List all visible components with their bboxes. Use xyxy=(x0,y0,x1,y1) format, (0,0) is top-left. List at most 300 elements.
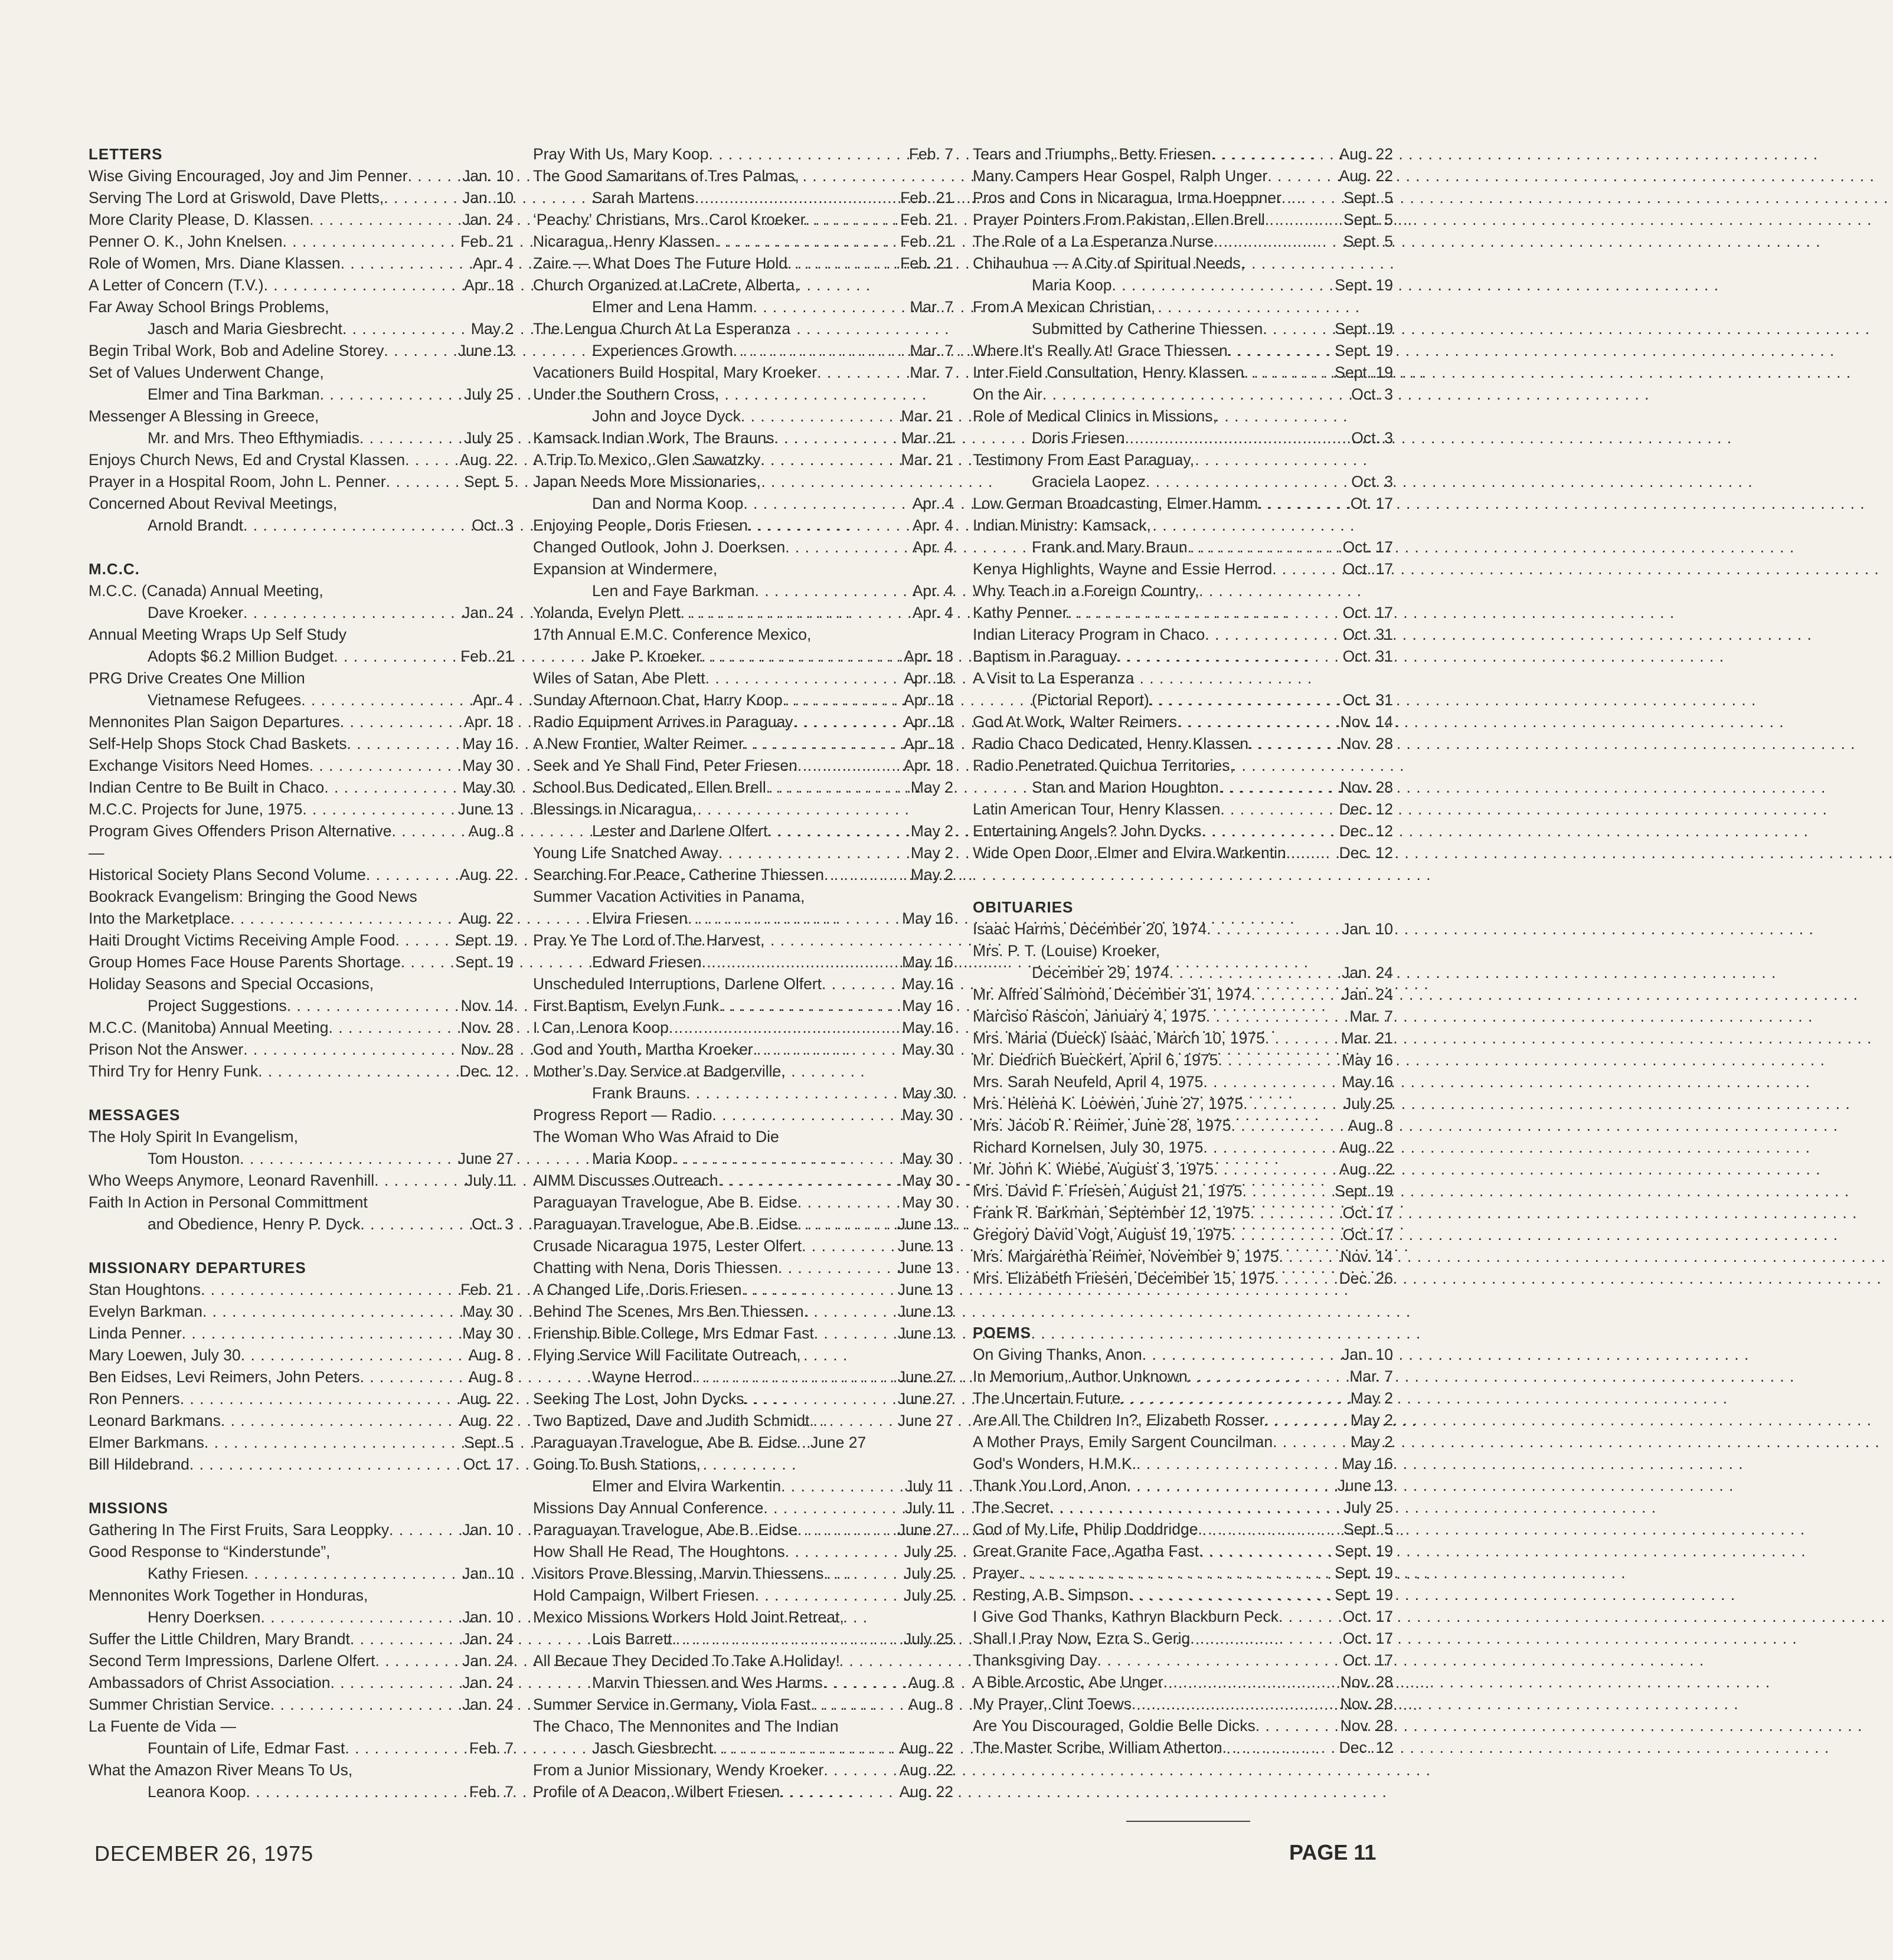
entry-title: Wide Open Door, Elmer and Elvira Warkentin xyxy=(973,844,1286,862)
entry-title: Vietnamese Refugees xyxy=(148,691,302,709)
leader-dots xyxy=(1177,711,1337,733)
leader-dots xyxy=(270,1694,459,1716)
index-entry xyxy=(533,1759,953,1781)
index-entry xyxy=(89,799,514,820)
leader-dots xyxy=(1273,1431,1347,1453)
leader-dots xyxy=(334,646,457,667)
leader-dots xyxy=(246,1781,466,1803)
entry-date: May 30 xyxy=(462,778,514,796)
index-entry-title xyxy=(89,886,514,908)
index-entry xyxy=(89,1170,514,1192)
entry-date: Apr. 18 xyxy=(904,647,953,665)
entry-title: Fountain of Life, Edmar Fast xyxy=(148,1739,345,1757)
entry-title: Flying Service Will Facilitate Outreach, xyxy=(533,1346,801,1364)
entry-date: June 27 xyxy=(457,1150,514,1167)
index-entry-title xyxy=(533,318,953,340)
entry-title: First Baptism, Evelyn Funk xyxy=(533,997,720,1015)
entry-date: June 27 xyxy=(897,1412,953,1429)
entry-title: God's Wonders, H.M.K. xyxy=(973,1455,1137,1473)
leader-dots xyxy=(742,1279,894,1301)
entry-title: Mr. John K. Wiebe, August 3, 1975 xyxy=(973,1160,1214,1178)
leader-dots xyxy=(241,1344,465,1366)
index-entry xyxy=(533,1104,953,1126)
index-entry-title xyxy=(533,1344,953,1366)
index-entry xyxy=(533,427,953,449)
entry-date: Oct. 17 xyxy=(1342,1226,1393,1244)
index-entry xyxy=(973,733,1393,755)
entry-title: Elmer and Elvira Warkentin xyxy=(592,1477,782,1495)
index-entry xyxy=(533,667,953,689)
leader-dots xyxy=(1203,1137,1335,1159)
entry-title: Leonard Barkmans xyxy=(89,1412,221,1429)
entry-title: Henry Doerksen xyxy=(148,1608,261,1626)
entry-date: Mar. 7 xyxy=(1349,1367,1393,1385)
entry-date: June 13 xyxy=(897,1324,953,1342)
leader-dots xyxy=(809,1410,894,1432)
leader-dots xyxy=(743,493,908,515)
index-entry-title xyxy=(533,930,953,951)
entry-date: Nov. 28 xyxy=(1340,735,1393,752)
entry-date: July 25 xyxy=(904,1630,953,1648)
index-entry xyxy=(89,1454,514,1475)
entry-title: Prayer in a Hospital Room, John L. Penner xyxy=(89,473,386,490)
leader-dots xyxy=(1214,1159,1336,1180)
entry-title: and Obedience, Henry P. Dyck xyxy=(148,1215,361,1233)
entry-title: Frank and Mary Braun xyxy=(1032,538,1188,556)
entry-title: Program Gives Offenders Prison Alternative xyxy=(89,822,392,840)
index-entry xyxy=(533,1213,953,1235)
leader-dots xyxy=(1190,1628,1339,1650)
entry-date: Sept. 19 xyxy=(1335,1586,1393,1604)
entry-date: Aug. 22 xyxy=(899,1783,953,1801)
entry-title: 17th Annual E.M.C. Conference Mexico, xyxy=(533,626,812,643)
leader-dots xyxy=(715,231,897,253)
entry-title: Are You Discouraged, Goldie Belle Dicks xyxy=(973,1717,1256,1735)
leader-dots xyxy=(408,165,459,187)
leader-dots xyxy=(1274,1268,1336,1290)
index-entry-title xyxy=(89,493,514,515)
leader-dots xyxy=(787,253,897,274)
leader-dots xyxy=(1068,602,1339,624)
index-entry xyxy=(533,1279,953,1301)
entry-date: July 25 xyxy=(464,385,514,403)
entry-date: May 16 xyxy=(1342,1051,1393,1069)
index-entry-title xyxy=(973,405,1393,427)
leader-dots xyxy=(405,449,456,471)
entry-date: Nov. 28 xyxy=(1340,1673,1393,1691)
entry-date: May 30 xyxy=(462,1303,514,1320)
index-entry-title xyxy=(973,515,1393,536)
leader-dots xyxy=(783,689,900,711)
index-entry xyxy=(973,493,1393,515)
entry-title: Tears and Triumphs, Betty Friesen xyxy=(973,145,1211,163)
entry-title: Sunday Afternoon Chat, Harry Koop xyxy=(533,691,783,709)
entry-title: Seek and Ye Shall Find, Peter Friesen xyxy=(533,757,797,774)
entry-date: June 27 xyxy=(897,1390,953,1408)
leader-dots xyxy=(1149,689,1339,711)
entry-title: (Pictorial Report) xyxy=(1032,691,1149,709)
entry-title: The Role of a La Esperanza Nurse xyxy=(973,233,1214,250)
entry-title: Len and Faye Barkman xyxy=(592,582,755,600)
leader-dots xyxy=(695,187,897,209)
leader-dots xyxy=(805,209,897,231)
leader-dots xyxy=(810,1694,904,1716)
entry-date: Jan. 24 xyxy=(1342,986,1393,1003)
leader-dots xyxy=(1265,1028,1338,1049)
index-entry xyxy=(533,689,953,711)
index-entry xyxy=(973,1180,1393,1202)
index-entry xyxy=(89,515,514,536)
leader-dots xyxy=(823,1563,900,1585)
index-entry xyxy=(973,1246,1393,1268)
entry-date: Nov. 28 xyxy=(1340,1717,1393,1735)
entry-title: Messenger A Blessing in Greece, xyxy=(89,407,319,425)
entry-title: Summer Vacation Activities in Panama, xyxy=(533,888,805,905)
entry-title: My Prayer, Clint Toews xyxy=(973,1695,1132,1713)
leader-dots xyxy=(340,711,460,733)
index-entry xyxy=(533,515,953,536)
entry-title: Doris Friesen xyxy=(1032,429,1125,447)
index-entry xyxy=(533,1563,953,1585)
entry-date: Mar. 21 xyxy=(901,451,953,469)
index-entry xyxy=(533,405,953,427)
entry-date: Sept. 19 xyxy=(1335,1182,1393,1200)
entry-date: July 25 xyxy=(1343,1498,1393,1516)
leader-dots xyxy=(1248,733,1337,755)
index-entry xyxy=(89,340,514,362)
entry-title: Historical Society Plans Second Volume xyxy=(89,866,366,884)
index-entry xyxy=(973,1693,1393,1715)
entry-date: Sept. 5 xyxy=(464,473,514,490)
index-entry xyxy=(973,1584,1393,1606)
entry-date: Nov. 28 xyxy=(460,1040,514,1058)
index-entry xyxy=(89,755,514,777)
leader-dots xyxy=(202,1301,459,1323)
entry-title: Visitors Prove Blessing, Marvin Thiessens xyxy=(533,1565,824,1582)
index-entry-title xyxy=(89,1716,514,1738)
entry-date: Nov. 14 xyxy=(1340,1248,1393,1265)
leader-dots xyxy=(324,777,459,799)
entry-title: Maria Koop xyxy=(592,1150,672,1167)
entry-date: Sept. 19 xyxy=(1335,320,1393,338)
entry-date: Nov. 14 xyxy=(1340,713,1393,731)
index-entry xyxy=(89,864,514,886)
entry-date: June 27 xyxy=(897,1521,953,1539)
index-entry xyxy=(973,471,1393,493)
index-entry xyxy=(973,820,1393,842)
index-entry xyxy=(89,1738,514,1759)
leader-dots xyxy=(1206,1006,1346,1028)
leader-dots xyxy=(329,1017,457,1039)
footer-date: DECEMBER 26, 1975 xyxy=(94,1841,314,1866)
entry-title: Set of Values Underwent Change, xyxy=(89,364,324,381)
leader-dots xyxy=(1211,143,1336,165)
entry-title: Japan Needs More Missionaries, xyxy=(533,473,761,490)
index-entry xyxy=(533,777,953,799)
entry-date: Apr. 18 xyxy=(904,757,953,774)
entry-date: Aug. 22 xyxy=(459,451,514,469)
index-entry xyxy=(533,602,953,624)
leader-dots xyxy=(392,820,465,842)
index-entry xyxy=(533,1366,953,1388)
entry-date: May 2 xyxy=(1350,1433,1393,1451)
entry-title: What the Amazon River Means To Us, xyxy=(89,1761,353,1779)
leader-dots xyxy=(1042,384,1348,405)
entry-date: Apr. 4 xyxy=(912,582,953,600)
index-entry xyxy=(973,602,1393,624)
index-entry xyxy=(973,143,1393,165)
entry-date: May 2 xyxy=(910,844,953,862)
index-entry-title xyxy=(533,1454,953,1475)
entry-title: Richard Kornelsen, July 30, 1975 xyxy=(973,1138,1204,1156)
entry-title: Pros and Cons in Nicaragua, Irma Hoeppner xyxy=(973,189,1281,207)
entry-date: Mar. 21 xyxy=(901,429,953,447)
entry-title: Latin American Tour, Henry Klassen xyxy=(973,800,1221,818)
leader-dots xyxy=(1263,318,1331,340)
entry-title: From a Junior Missionary, Wendy Kroeker xyxy=(533,1761,824,1779)
index-entry xyxy=(533,1497,953,1519)
entry-date: Jan. 10 xyxy=(462,1565,514,1582)
section-spacer xyxy=(89,1235,514,1257)
entry-title: Paraguayan Travelogue, Abe B. Eidse xyxy=(533,1215,797,1233)
leader-dots xyxy=(1142,1344,1338,1366)
entry-date: June 13 xyxy=(897,1303,953,1320)
entry-date: Oct. 31 xyxy=(1342,691,1393,709)
leader-dots xyxy=(741,405,898,427)
entry-title: M.C.C. Projects for June, 1975 xyxy=(89,800,303,818)
index-entry xyxy=(533,951,953,973)
index-entry-title xyxy=(89,1192,514,1213)
entry-title: Bookrack Evangelism: Bringing the Good News xyxy=(89,888,417,905)
entry-date: May 30 xyxy=(462,757,514,774)
leader-dots xyxy=(774,427,898,449)
leader-dots xyxy=(686,1082,898,1104)
leader-dots xyxy=(1129,1584,1332,1606)
entry-title: Adopts $6.2 Million Budget xyxy=(148,647,334,665)
index-entry xyxy=(973,1268,1393,1290)
entry-title: I Can, Lenora Koop xyxy=(533,1019,669,1036)
leader-dots xyxy=(1205,624,1339,646)
index-entry xyxy=(89,1039,514,1061)
entry-date: June 13 xyxy=(1337,1477,1393,1494)
index-entry xyxy=(973,1028,1393,1049)
leader-dots xyxy=(240,1148,455,1170)
entry-date: Aug. 22 xyxy=(899,1761,953,1779)
entry-title: Inter Field Consultation, Henry Klassen xyxy=(973,364,1244,381)
index-entry xyxy=(533,231,953,253)
entry-date: June 13 xyxy=(897,1215,953,1233)
entry-title: Where It's Really At! Grace Thiessen xyxy=(973,342,1228,359)
index-entry-title xyxy=(533,165,953,187)
leader-dots xyxy=(1222,1737,1336,1759)
index-entry xyxy=(533,493,953,515)
index-entry xyxy=(533,253,953,274)
entry-title: Kamsack Indian Work, The Brauns xyxy=(533,429,774,447)
leader-dots xyxy=(718,1170,898,1192)
leader-dots xyxy=(350,1628,459,1650)
entry-title: Progress Report — Radio xyxy=(533,1106,712,1124)
entry-date: Mar. 21 xyxy=(901,407,953,425)
entry-date: Jan. 10 xyxy=(462,1521,514,1539)
entry-date: Feb. 21 xyxy=(460,1281,514,1298)
entry-title: Entertaining Angels? John Dycks xyxy=(973,822,1202,840)
index-entry-title xyxy=(533,558,953,580)
leader-dots xyxy=(766,777,907,799)
entry-title: Lester and Darlene Olfert xyxy=(592,822,768,840)
entry-date: Apr. 4 xyxy=(472,254,514,272)
entry-date: Aug. 22 xyxy=(1339,145,1393,163)
index-entry xyxy=(973,1159,1393,1180)
leader-dots xyxy=(1125,427,1348,449)
leader-dots xyxy=(243,602,459,624)
index-entry xyxy=(973,1650,1393,1671)
entry-title: Changed Outlook, John J. Doerksen xyxy=(533,538,786,556)
entry-title: Summer Christian Service xyxy=(89,1696,270,1713)
entry-title: Pray Ye The Lord of The Harvest, xyxy=(533,931,765,949)
entry-date: May 2 xyxy=(910,866,953,884)
index-entry-title xyxy=(533,274,953,296)
entry-date: Oct. 17 xyxy=(1342,1608,1393,1625)
index-entry xyxy=(973,624,1393,646)
leader-dots xyxy=(702,951,899,973)
index-entry xyxy=(973,1671,1393,1693)
leader-dots xyxy=(797,1213,894,1235)
leader-dots xyxy=(744,1388,894,1410)
entry-title: Hold Campaign, Wilbert Friesen xyxy=(533,1586,755,1604)
entry-date: Nov. 14 xyxy=(460,997,514,1015)
entry-date: Sept. 5 xyxy=(1343,211,1393,228)
entry-date: May 16 xyxy=(1342,1455,1393,1473)
entry-title: ‘Peachy’ Christians, Mrs. Carol Kroeker xyxy=(533,211,806,228)
index-entry xyxy=(973,1606,1393,1628)
leader-dots xyxy=(366,864,456,886)
entry-title: A Changed Life, Doris Friesen xyxy=(533,1281,742,1298)
entry-date: Sept. 5 xyxy=(1343,233,1393,250)
entry-date: Oct. 3 xyxy=(1351,473,1393,490)
entry-title: M.C.C. (Manitoba) Annual Meeting xyxy=(89,1019,329,1036)
index-entry-title xyxy=(89,842,514,864)
leader-dots xyxy=(701,646,900,667)
index-entry xyxy=(89,1519,514,1541)
entry-title: Mary Loewen, July 30 xyxy=(89,1346,241,1364)
section-heading: MISSIONARY DEPARTURES xyxy=(89,1259,306,1277)
leader-dots xyxy=(1120,1388,1346,1409)
index-entry xyxy=(89,646,514,667)
entry-date: Aug. 22 xyxy=(459,1412,514,1429)
index-entry-title xyxy=(533,624,953,646)
entry-title: Edward Friesen xyxy=(592,953,702,971)
entry-date: May 2 xyxy=(1350,1389,1393,1407)
index-entry xyxy=(89,231,514,253)
leader-dots xyxy=(1198,1519,1341,1540)
index-entry xyxy=(533,1738,953,1759)
entry-date: May 30 xyxy=(902,1150,953,1167)
entry-title: The Uncertain Future xyxy=(973,1389,1121,1407)
entry-title: Mother’s Day Service at Badgerville, xyxy=(533,1062,786,1080)
leader-dots xyxy=(1218,1049,1338,1071)
leader-dots xyxy=(264,274,460,296)
index-entry xyxy=(973,689,1393,711)
entry-title: Lois Barrett xyxy=(592,1630,672,1648)
index-entry xyxy=(533,973,953,995)
index-entry xyxy=(973,274,1393,296)
entry-date: Mar. 7 xyxy=(910,342,953,359)
entry-date: Jan. 10 xyxy=(462,167,514,185)
entry-date: Aug. 8 xyxy=(908,1696,953,1713)
entry-title: Kathy Friesen xyxy=(148,1565,244,1582)
leader-dots xyxy=(672,1628,901,1650)
index-entry xyxy=(533,1235,953,1257)
index-entry-title xyxy=(533,886,953,908)
index-entry xyxy=(89,384,514,405)
leader-dots xyxy=(1256,1715,1337,1737)
entry-title: Under the Southern Cross, xyxy=(533,385,720,403)
index-entry-title xyxy=(89,580,514,602)
entry-date: Jan. 24 xyxy=(1342,964,1393,981)
entry-date: Sept. 5 xyxy=(1343,1520,1393,1538)
index-entry xyxy=(533,449,953,471)
index-entry xyxy=(533,1170,953,1192)
leader-dots xyxy=(778,1257,894,1279)
leader-dots xyxy=(1251,984,1338,1006)
index-entry-title xyxy=(89,1585,514,1606)
entry-date: June 13 xyxy=(897,1237,953,1255)
entry-title: Elmer Barkmans xyxy=(89,1434,204,1451)
entry-title: God At Work, Walter Reimers xyxy=(973,713,1178,731)
entry-title: — xyxy=(89,844,104,862)
index-entry xyxy=(973,1540,1393,1562)
leader-dots xyxy=(1250,1202,1339,1224)
entry-date: Dec. 12 xyxy=(1339,822,1393,840)
leader-dots xyxy=(1203,1071,1338,1093)
entry-date: Oct. 17 xyxy=(1342,604,1393,621)
index-entry-title xyxy=(89,624,514,646)
index-entry-title xyxy=(89,667,514,689)
index-entry xyxy=(89,1301,514,1323)
index-entry xyxy=(89,995,514,1017)
entry-date: Aug. 8 xyxy=(468,822,514,840)
index-entry xyxy=(973,1475,1393,1497)
entry-title: Ambassadors of Christ Association xyxy=(89,1674,331,1691)
index-entry xyxy=(89,820,514,842)
entry-title: Pray With Us, Mary Koop xyxy=(533,145,709,163)
entry-date: July 25 xyxy=(904,1586,953,1604)
index-entry-title xyxy=(973,296,1393,318)
entry-title: Yolanda, Evelyn Plett xyxy=(533,604,681,621)
entry-title: In Memorium, Author Unknown xyxy=(973,1367,1188,1385)
leader-dots xyxy=(1169,962,1338,984)
entry-date: Sept. 19 xyxy=(1335,276,1393,294)
entry-date: Apr. 4 xyxy=(912,538,953,556)
section-heading: M.C.C. xyxy=(89,560,140,578)
index-entry xyxy=(89,1279,514,1301)
entry-date: Jan. 24 xyxy=(462,211,514,228)
entry-title: Crusade Nicaragua 1975, Lester Olfert xyxy=(533,1237,802,1255)
entry-title: From A Mexican Christian, xyxy=(973,298,1156,316)
leader-dots xyxy=(669,1017,898,1039)
entry-title: Mennonites Plan Saigon Departures xyxy=(89,713,340,731)
entry-date: Apr. 18 xyxy=(464,276,514,294)
index-entry-title xyxy=(89,1759,514,1781)
index-entry-title xyxy=(973,449,1393,471)
entry-date: Jan. 10 xyxy=(462,1608,514,1626)
leader-dots xyxy=(260,1606,459,1628)
leader-dots xyxy=(823,1672,905,1694)
leader-dots xyxy=(763,1497,901,1519)
entry-title: Jasch Giesbrecht xyxy=(592,1739,713,1757)
entry-title: Two Baptized, Dave and Judith Schmidt xyxy=(533,1412,810,1429)
index-entry xyxy=(973,1431,1393,1453)
